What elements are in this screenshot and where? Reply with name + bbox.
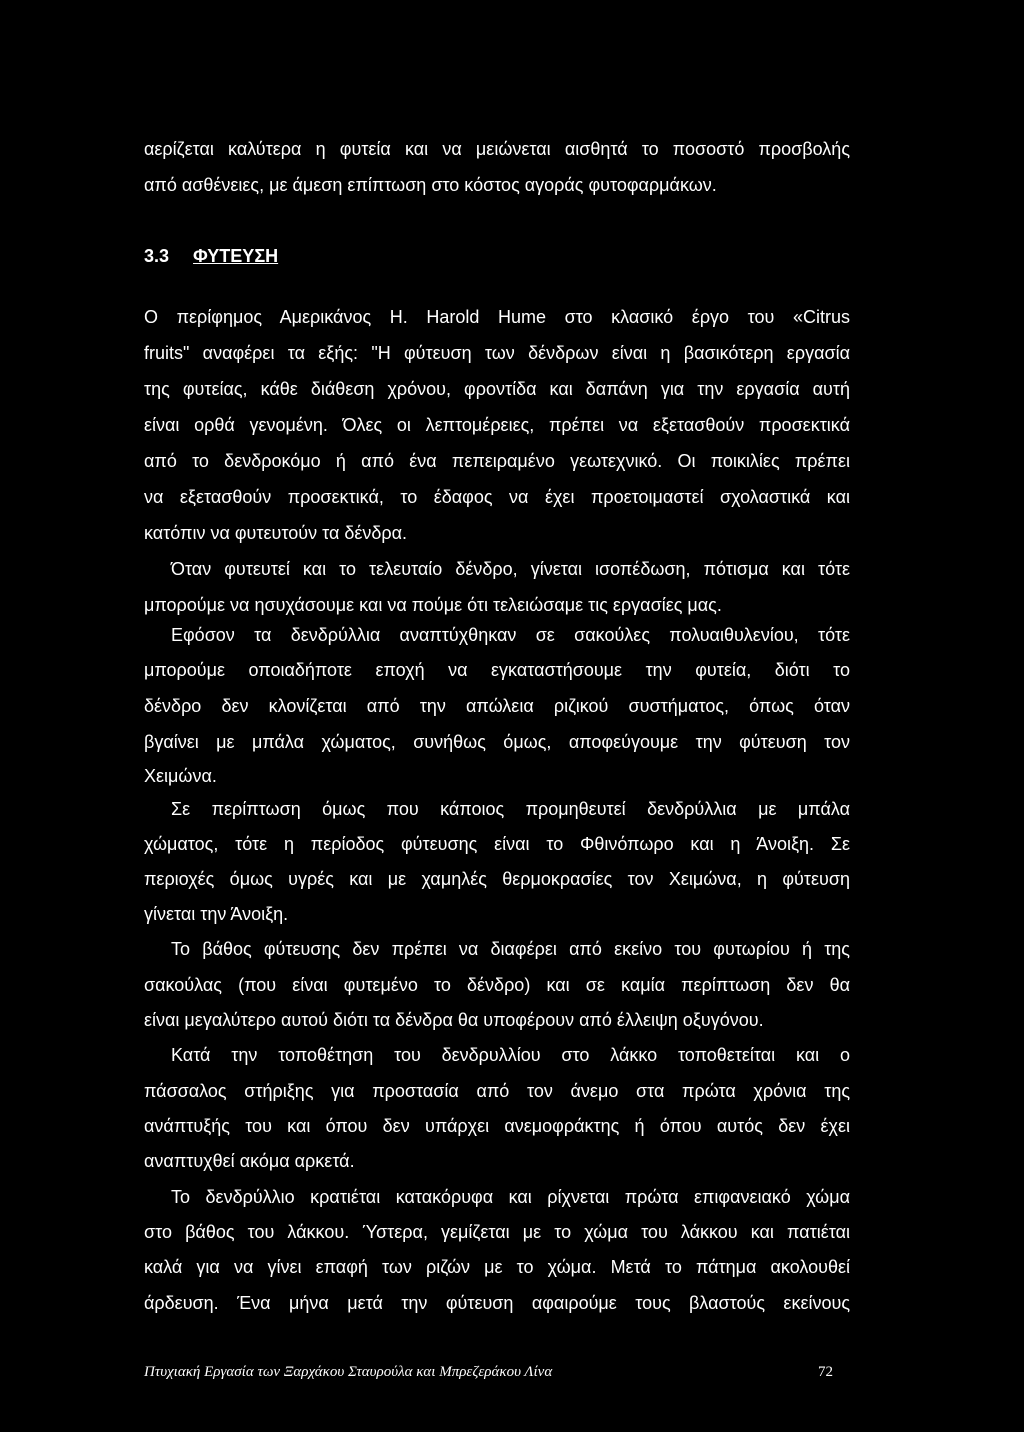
section-number: 3.3 <box>144 246 170 266</box>
body-line: από ασθένειες, με άμεση επίπτωση στο κόστος αγοράς φυτοφαρμάκων. <box>144 175 717 195</box>
body-line: κατόπιν να φυτευτούν τα δένδρα. <box>144 523 408 543</box>
footer-caption: Πτυχιακή Εργασία των Ξαρχάκου Σταυρούλα και Μπρεζεράκου Λίνα <box>144 1364 553 1380</box>
body-line: βγαίνει με μπάλα χώματος, συνήθως όμως, αποφεύγουμε την φύτευση τον <box>144 732 850 752</box>
body-line: δένδρο δεν κλονίζεται από την απώλεια ριζικού συστήματος, όπως όταν <box>144 696 850 716</box>
body-line: αναπτυχθεί ακόμα αρκετά. <box>144 1151 355 1171</box>
body-line: καλά για να γίνει επαφή των ριζών με το χώμα. Μετά το πάτημα ακολουθεί <box>144 1257 850 1277</box>
body-line: Ο περίφημος Αμερικάνος Η. Harold Hume στο κλασικό έργο του «Citrus <box>144 307 850 327</box>
page-number: 72 <box>818 1364 833 1380</box>
body-line: πάσσαλος στήριξης για προστασία από τον άνεμο στα πρώτα χρόνια της <box>144 1081 850 1101</box>
body-line: ανάπτυξής του και όπου δεν υπάρχει ανεμοφράκτης ή όπου αυτός δεν έχει <box>144 1116 850 1136</box>
body-line: χώματος, τότε η περίοδος φύτευσης είναι το Φθινόπωρο και η Άνοιξη. Σε <box>144 834 850 854</box>
body-line: από το δενδροκόμο ή από ένα πεπειραμένο γεωτεχνικό. Οι ποικιλίες πρέπει <box>144 451 850 471</box>
section-title: ΦΥΤΕΥΣΗ <box>193 246 279 266</box>
body-line: Σε περίπτωση όμως που κάποιος προμηθευτεί δενδρύλλια με μπάλα <box>171 799 850 819</box>
body-line: fruits" αναφέρει τα εξής: "Η φύτευση των δένδρων είναι η βασικότερη εργασία <box>144 343 850 363</box>
body-line: Χειμώνα. <box>144 766 217 786</box>
body-line: Το δενδρύλλιο κρατιέται κατακόρυφα και ρίχνεται πρώτα επιφανειακό χώμα <box>171 1187 850 1207</box>
body-line: Εφόσον τα δενδρύλλια αναπτύχθηκαν σε σακούλες πολυαιθυλενίου, τότε <box>171 625 850 645</box>
section-heading <box>144 244 278 268</box>
body-line: να εξετασθούν προσεκτικά, το έδαφος να έχει προετοιμαστεί σχολαστικά και <box>144 487 850 507</box>
body-line: άρδευση. Ένα μήνα μετά την φύτευση αφαιρούμε τους βλαστούς εκείνους <box>144 1293 850 1313</box>
body-line: είναι μεγαλύτερο αυτού διότι τα δένδρα θα υποφέρουν από έλλειψη οξυγόνου. <box>144 1010 764 1030</box>
body-line: γίνεται την Άνοιξη. <box>144 904 289 924</box>
body-line: Κατά την τοποθέτηση του δενδρυλλίου στο λάκκο τοποθετείται και ο <box>171 1045 850 1065</box>
body-line: Όταν φυτευτεί και το τελευταίο δένδρο, γίνεται ισοπέδωση, πότισμα και τότε <box>171 559 850 579</box>
body-line: μπορούμε οποιαδήποτε εποχή να εγκαταστήσουμε την φυτεία, διότι το <box>144 660 850 680</box>
body-line: μπορούμε να ησυχάσουμε και να πούμε ότι τελειώσαμε τις εργασίες μας. <box>144 595 722 615</box>
body-line: Το βάθος φύτευσης δεν πρέπει να διαφέρει από εκείνο του φυτωρίου ή της <box>171 939 850 959</box>
body-line: σακούλας (που είναι φυτεμένο το δένδρο) και σε καμία περίπτωση δεν θα <box>144 975 850 995</box>
body-line: αερίζεται καλύτερα η φυτεία και να μειώνεται αισθητά το ποσοστό προσβολής <box>144 139 850 159</box>
body-line: περιοχές όμως υγρές και με χαμηλές θερμοκρασίες τον Χειμώνα, η φύτευση <box>144 869 850 889</box>
body-line: της φυτείας, κάθε διάθεση χρόνου, φροντίδα και δαπάνη για την εργασία αυτή <box>144 379 850 399</box>
body-line: στο βάθος του λάκκου. Ύστερα, γεμίζεται με το χώμα του λάκκου και πατιέται <box>144 1222 850 1242</box>
body-line: είναι ορθά γενομένη. Όλες οι λεπτομέρειες, πρέπει να εξετασθούν προσεκτικά <box>144 415 850 435</box>
